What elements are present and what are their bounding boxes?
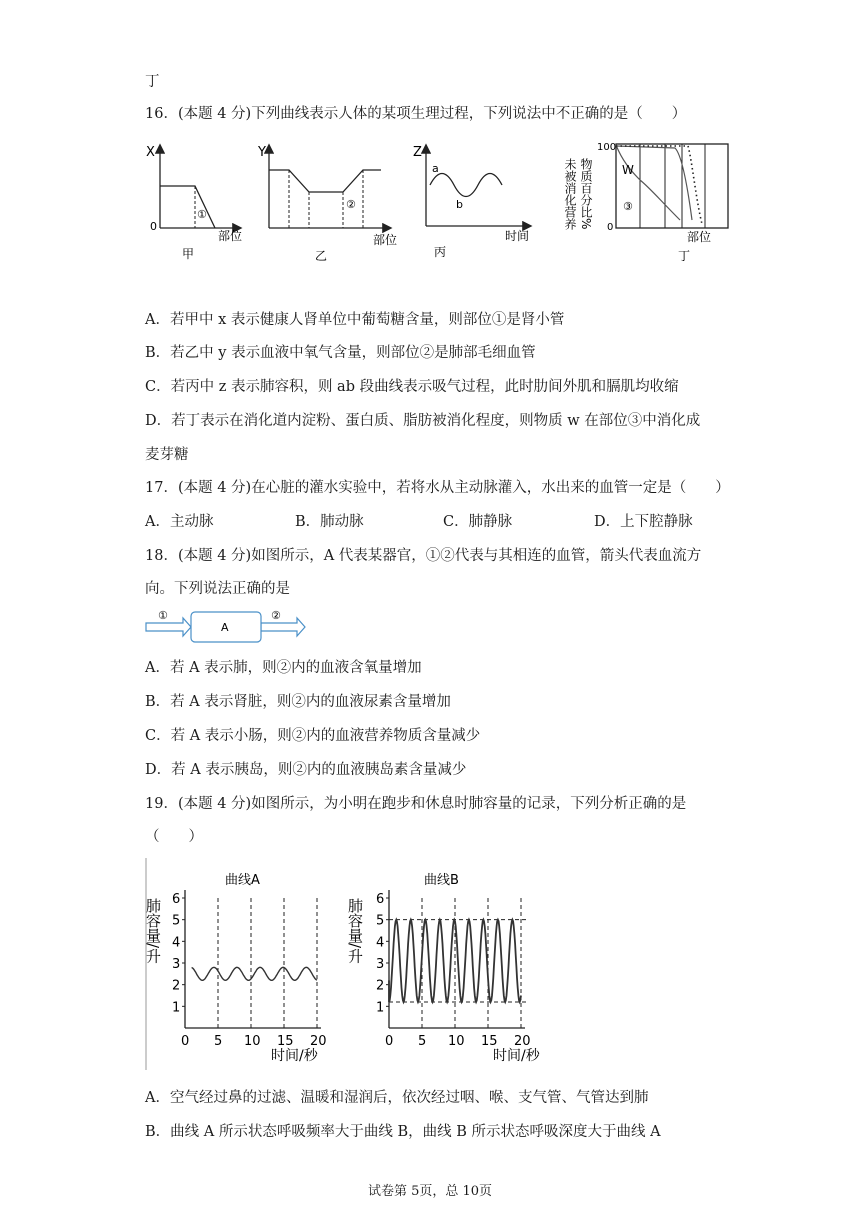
chart-b-x-tick-label: 10: [448, 1034, 465, 1049]
chart-b-y-tick-label: 5: [376, 913, 385, 929]
chart-a-x-tick-label: 0: [181, 1034, 190, 1049]
chart-a-ylabel: 肺容量/升: [144, 898, 162, 964]
chart-a-y-tick-label: 4: [172, 935, 181, 951]
q18-option-c: C．若 A 表示小肠，则②内的血液营养物质含量减少: [145, 728, 481, 744]
chart-b-xlabel: 时间/秒: [493, 1048, 540, 1064]
q16-option-d-cont: 麦芽糖: [145, 447, 189, 463]
q19-option-b: B．曲线 A 所示状态呼吸频率大于曲线 B，曲线 B 所示状态呼吸深度大于曲线 A: [145, 1124, 661, 1140]
jia-caption: 甲: [182, 247, 195, 261]
chart-b-x-tick-label: 5: [418, 1034, 427, 1049]
q18-option-d: D．若 A 表示胰岛，则②内的血液胰岛素含量减少: [145, 762, 467, 778]
bing-point-b: b: [456, 198, 463, 211]
q18-organ-label: A: [221, 621, 229, 634]
ding-ytick: 100: [597, 142, 617, 153]
chart-a-x-tick-label: 10: [244, 1034, 261, 1049]
q19-option-a: A．空气经过鼻的过滤、温暖和湿润后，依次经过咽、喉、支气管、气管达到肺: [145, 1090, 649, 1106]
yi-xlabel: 部位: [373, 233, 398, 247]
yi-marker: ②: [346, 198, 356, 211]
chart-a-y-tick-label: 1: [172, 1000, 181, 1016]
ding-curve-label: W: [622, 163, 634, 177]
q17-option-a: A．主动脉: [145, 514, 214, 530]
jia-xlabel: 部位: [218, 229, 243, 243]
jia-marker: ①: [197, 208, 207, 221]
q16-figure-yi: [255, 140, 405, 270]
q18-out-vessel-label: ②: [271, 609, 281, 622]
q16-figure-ding: [560, 140, 735, 270]
q16-figure-bing: [410, 140, 540, 265]
chart-b-ylabel: 肺容量/升: [346, 898, 364, 964]
jia-axis-label: X: [146, 145, 155, 160]
bing-xlabel: 时间: [505, 229, 530, 243]
ding-yzero: 0: [607, 222, 614, 233]
chart-a-x-tick-label: 15: [277, 1034, 294, 1049]
chart-a-y-tick-label: 2: [172, 978, 181, 994]
q18-option-b: B．若 A 表示肾脏，则②内的血液尿素含量增加: [145, 694, 451, 710]
chart-a-x-tick-label: 5: [214, 1034, 223, 1049]
q16-option-c: C．若丙中 z 表示肺容积，则 ab 段曲线表示吸气过程，此时肋间外肌和膈肌均收缩: [145, 379, 679, 395]
q19-stem-line1: 19．(本题 4 分)如图所示，为小明在跑步和休息时肺容量的记录，下列分析正确的是: [145, 796, 687, 812]
chart-b-y-tick-label: 2: [376, 978, 385, 994]
chart-a-x-tick-label: 20: [310, 1034, 327, 1049]
ding-ylabel-col1: 物质百分比%: [579, 158, 593, 230]
chart-a-y-tick-label: 5: [172, 913, 181, 929]
q17-option-b: B．肺动脉: [295, 514, 364, 530]
q16-option-b: B．若乙中 y 表示血液中氧气含量，则部位②是肺部毛细血管: [145, 345, 536, 361]
chart-a-y-tick-label: 6: [172, 892, 181, 907]
q16-stem: 16．(本题 4 分)下列曲线表示人体的某项生理过程，下列说法中不正确的是（ ）: [145, 106, 687, 122]
chart-a-series-line: [192, 967, 317, 980]
chart-b-x-tick-label: 15: [481, 1034, 498, 1049]
chart-b-y-tick-label: 3: [376, 957, 385, 972]
ding-ylabel-col2: 未被消化营养: [563, 158, 577, 230]
chart-a-xlabel: 时间/秒: [271, 1048, 318, 1064]
page-footer: 试卷第 5页，总 10页: [367, 1184, 493, 1199]
q18-stem-line1: 18．(本题 4 分)如图所示，A 代表某器官，①②代表与其相连的血管，箭头代表血流方: [145, 548, 702, 564]
chart-a-title: 曲线A: [225, 873, 260, 888]
bing-point-a: a: [432, 162, 439, 175]
bing-caption: 丙: [434, 245, 447, 259]
chart-b-y-tick-label: 6: [376, 892, 385, 907]
q16-option-d: D．若丁表示在消化道内淀粉、蛋白质、脂肪被消化程度，则物质 w 在部位③中消化成: [145, 413, 701, 429]
ding-caption: 丁: [678, 249, 691, 263]
q16-option-a: A．若甲中 x 表示健康人肾单位中葡萄糖含量，则部位①是肾小管: [145, 312, 565, 328]
q18-stem-line2: 向。下列说法正确的是: [145, 581, 290, 597]
chart-b-x-tick-label: 20: [514, 1034, 531, 1049]
chart-b-y-tick-label: 1: [376, 1000, 385, 1016]
chart-a: [144, 872, 327, 1064]
q17-stem: 17．(本题 4 分)在心脏的灌水实验中，若将水从主动脉灌入，水出来的血管一定是（ ）: [145, 480, 730, 496]
yi-caption: 乙: [315, 249, 328, 263]
chart-a-y-tick-label: 3: [172, 957, 181, 972]
chart-b-x-tick-label: 0: [385, 1034, 394, 1049]
jia-origin: 0: [150, 220, 157, 233]
q16-figure-jia: [140, 140, 255, 265]
ding-marker: ③: [623, 200, 633, 213]
q19-stem-line2: （ ）: [145, 829, 203, 845]
q17-option-c: C．肺静脉: [443, 514, 513, 530]
chart-b-y-tick-label: 4: [376, 935, 385, 951]
chart-b-title: 曲线B: [424, 873, 459, 888]
top-fragment: 丁: [145, 74, 160, 90]
q19-lung-charts: [145, 858, 565, 1073]
chart-b: [346, 872, 541, 1064]
yi-axis-label: Y: [258, 145, 266, 160]
bing-axis-label: Z: [413, 145, 422, 160]
ding-xlabel: 部位: [687, 230, 712, 244]
q18-option-a: A．若 A 表示肺，则②内的血液含氧量增加: [145, 660, 422, 676]
q18-organ-diagram: [145, 607, 315, 647]
q17-option-d: D．上下腔静脉: [594, 514, 693, 530]
q18-in-vessel-label: ①: [158, 609, 168, 622]
